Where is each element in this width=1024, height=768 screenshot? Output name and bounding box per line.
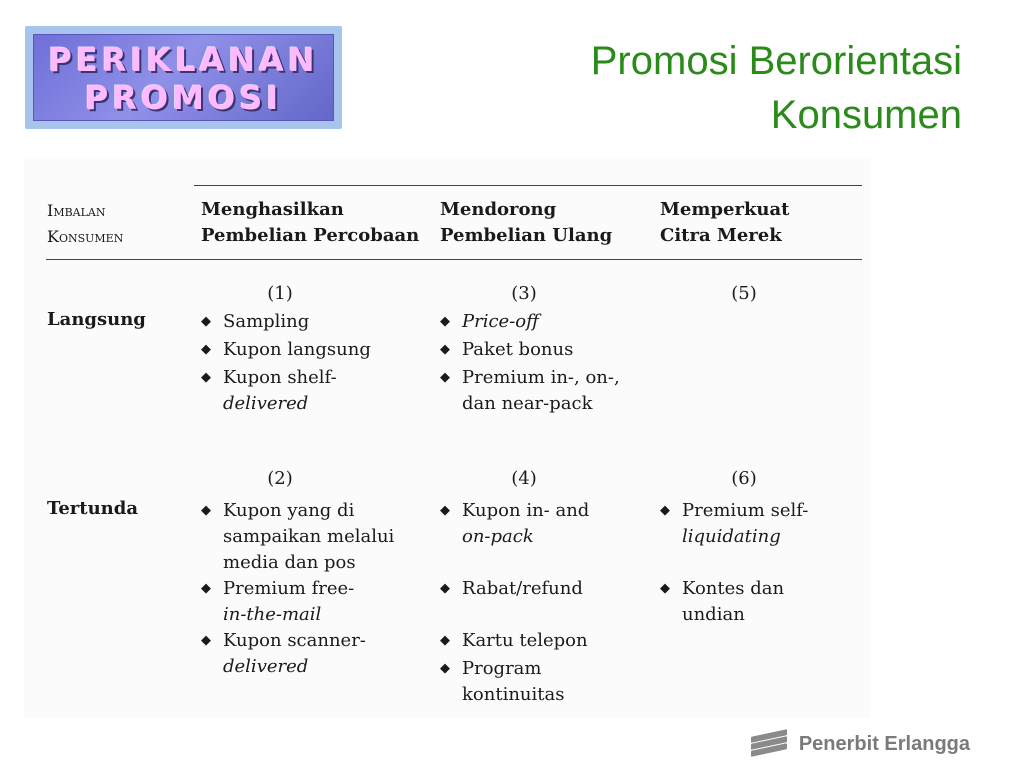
title-line-1: Promosi Berorientasi: [590, 39, 962, 83]
list-item: ◆ Kupon scanner- delivered: [201, 630, 366, 677]
cell-number-2: (2): [267, 468, 293, 489]
list-item: ◆ Price-off: [440, 309, 539, 335]
cell-number-6: (6): [731, 468, 757, 489]
header-rule: [46, 259, 862, 260]
list-item: ◆ Kupon in- and on-pack: [440, 500, 590, 547]
diamond-bullet-icon: ◆: [201, 581, 211, 596]
cell-number-4: (4): [511, 468, 537, 489]
diamond-bullet-icon: ◆: [201, 503, 211, 518]
logo-line-2: PROMOSI: [84, 79, 283, 117]
header-col1: Menghasilkan Pembelian Percobaan: [201, 199, 420, 246]
list-item: ◆ Premium self- liquidating: [660, 500, 809, 547]
cell-number-1: (1): [267, 283, 293, 304]
top-rule: [194, 185, 862, 186]
row-label-langsung: Langsung: [47, 309, 146, 330]
logo-line-1: PERIKLANAN: [48, 41, 319, 79]
logo-banner: [33, 34, 334, 121]
promotion-table: [24, 158, 870, 718]
list-item: ◆ Premium free- in-the-mail: [201, 578, 355, 625]
list-item: ◆ Kupon langsung: [201, 337, 371, 363]
diamond-bullet-icon: ◆: [201, 633, 211, 648]
diamond-bullet-icon: ◆: [201, 342, 211, 357]
diamond-bullet-icon: ◆: [440, 633, 450, 648]
diamond-bullet-icon: ◆: [660, 503, 670, 518]
diamond-bullet-icon: ◆: [201, 314, 211, 329]
list-item: ◆ Kupon yang di sampaikan melalui media dan pos: [201, 500, 395, 573]
books-icon: [749, 727, 791, 761]
cell-number-5: (5): [731, 283, 757, 304]
title-line-2: Konsumen: [770, 93, 962, 137]
slide-title: [442, 34, 962, 142]
cell-number-3: (3): [511, 283, 537, 304]
diamond-bullet-icon: ◆: [440, 342, 450, 357]
row-label-tertunda: Tertunda: [47, 498, 139, 519]
publisher-name: Penerbit Erlangga: [798, 732, 970, 755]
list-item: ◆ Sampling: [201, 309, 309, 335]
diamond-bullet-icon: ◆: [201, 370, 211, 385]
logo: [25, 26, 342, 129]
header-col3: Memperkuat Citra Merek: [660, 199, 790, 246]
list-item: ◆ Program kontinuitas: [440, 658, 565, 705]
header-col0: Imbalan Konsumen: [47, 201, 124, 246]
list-item: ◆ Kontes dan undian: [660, 578, 785, 625]
list-item: ◆ Kartu telepon: [440, 628, 588, 654]
diamond-bullet-icon: ◆: [440, 581, 450, 596]
diamond-bullet-icon: ◆: [440, 661, 450, 676]
list-item: ◆ Kupon shelf- delivered: [201, 367, 337, 414]
diamond-bullet-icon: ◆: [440, 370, 450, 385]
list-item: ◆ Premium in-, on-, dan near-pack: [440, 367, 620, 414]
diamond-bullet-icon: ◆: [660, 581, 670, 596]
header-col2: Mendorong Pembelian Ulang: [440, 199, 613, 246]
publisher-footer: [749, 727, 970, 761]
diamond-bullet-icon: ◆: [440, 314, 450, 329]
list-item: ◆ Paket bonus: [440, 337, 573, 363]
diamond-bullet-icon: ◆: [440, 503, 450, 518]
list-item: ◆ Rabat/refund: [440, 576, 583, 602]
